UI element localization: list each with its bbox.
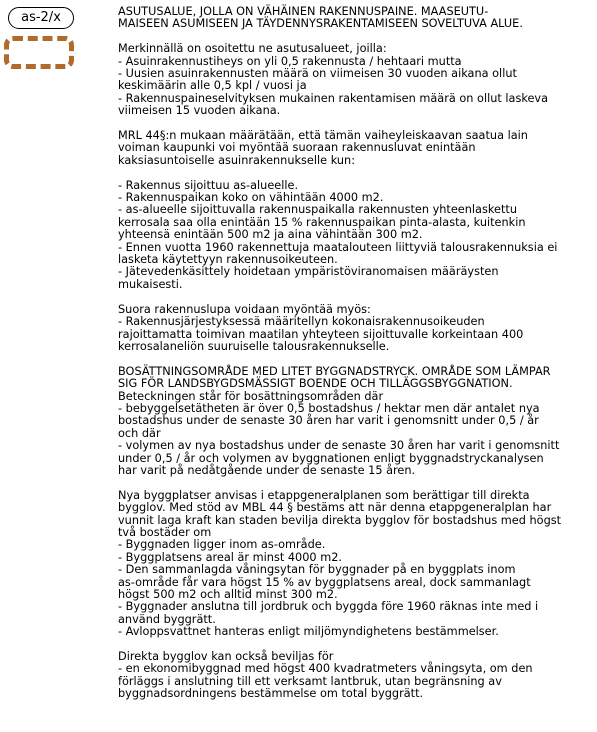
text-line: - Rakennus sijoittuu as-alueelle. bbox=[118, 178, 299, 192]
text-line: ASUTUSALUE, JOLLA ON VÄHÄINEN RAKENNUSPAINE. MAASEUTU- bbox=[118, 5, 489, 18]
text-line: viimeisen 15 vuoden aikana. bbox=[118, 104, 281, 118]
text-line: två bostäder om bbox=[118, 525, 212, 539]
text-line: voiman kaupunki voi myöntää suoraan rakennusluvat enintään bbox=[118, 141, 476, 155]
text-line: har varit på nedåtgående under de senaste 15 åren. bbox=[118, 463, 416, 477]
text-line: rajoittamatta toimivan maatilan yhteyteen sijoittuvalle korkeintaan 400 bbox=[118, 327, 524, 341]
text-line: - Byggnaden ligger inom as-område. bbox=[118, 538, 326, 552]
text-line: - Ennen vuotta 1960 rakennettuja maatalouteen liittyviä talousrakennuksia ei bbox=[118, 240, 558, 254]
finnish-mrl-paragraph bbox=[118, 130, 590, 167]
finnish-intro bbox=[118, 43, 590, 55]
swedish-criteria-list bbox=[118, 391, 590, 478]
text-line: mukaisesti. bbox=[118, 277, 183, 291]
text-line: vunnit laga kraft kan staden bevilja direkta bygglov för bostadshus med högst bbox=[118, 513, 562, 527]
finnish-heading bbox=[118, 6, 590, 31]
text-line: - bebyggelsetätheten är över 0,5 bostadshus / hektar men där antalet nya bbox=[118, 401, 540, 415]
text-line: - Avloppsvattnet hanteras enligt miljömyndighetens bestämmelser. bbox=[118, 625, 499, 639]
text-line: - Jätevedenkäsittely hoidetaan ympäristöviranomaisen määräysten bbox=[118, 265, 499, 279]
text-line: MRL 44§:n mukaan määrätään, että tämän vaiheyleiskaavan saatua lain bbox=[118, 129, 528, 143]
text-line: SIG FÖR LANDSBYGDSMÄSSIGT BOENDE OCH TILLÄGGSBYGGNATION. bbox=[118, 377, 513, 391]
text-line: - en ekonomibyggnad med högst 400 kvadratmeters våningsyta, om den bbox=[118, 662, 533, 676]
text-line: - Rakennuspaikan koko on vähintään 4000 m2. bbox=[118, 191, 384, 205]
finnish-conditions-list bbox=[118, 180, 590, 292]
finnish-direct-permit bbox=[118, 304, 590, 354]
text-line: Merkinnällä on osoitettu ne asutusalueet, joilla: bbox=[118, 42, 387, 56]
text-line: Beteckningen står för bosättningsområden där bbox=[118, 389, 384, 403]
legend-column bbox=[0, 0, 110, 90]
swedish-heading bbox=[118, 366, 590, 391]
text-line: - Rakennusjärjestyksessä määritellyn kokonaisrakennusoikeuden bbox=[118, 315, 485, 329]
swedish-mbl-paragraph bbox=[118, 490, 590, 639]
text-line: - Asuinrakennustiheys on yli 0,5 rakennusta / hehtaari mutta bbox=[118, 54, 462, 68]
text-line: och där bbox=[118, 426, 161, 440]
text-line: yhteensä enintään 500 m2 ja aina vähintään 300 m2. bbox=[118, 228, 423, 242]
text-line: - volymen av nya bostadshus under de senaste 30 åren har varit i genomsnitt bbox=[118, 439, 560, 453]
swedish-direct-permit bbox=[118, 651, 590, 701]
text-line: Suora rakennuslupa voidaan myöntää myös: bbox=[118, 302, 371, 316]
text-line: as-område får vara högst 15 % av byggplatsens areal, dock sammanlagt bbox=[118, 575, 531, 589]
text-line: högst 500 m2 och alltid minst 300 m2. bbox=[118, 588, 338, 601]
text-line: under 0,5 / år och volymen av byggnationen enligt byggnadstryckanalysen bbox=[118, 451, 544, 465]
text-line: Nya byggplatser anvisas i etappgeneralplanen som berättigar till direkta bbox=[118, 488, 530, 502]
dashed-area-boundary-symbol bbox=[4, 36, 74, 69]
text-line: förläggs i anslutning till ett verksamt lantbruk, utan begränsning av bbox=[118, 674, 502, 688]
text-line: kaksiasuntoiselle asuinrakennukselle kun: bbox=[118, 153, 356, 167]
text-line: keskimäärin alle 0,5 kpl / vuosi ja bbox=[118, 79, 307, 93]
finnish-criteria-list bbox=[118, 56, 590, 118]
text-line: BOSÄTTNINGSOMRÅDE MED LITET BYGGNADSTRYCK. OMRÅDE SOM LÄMPAR bbox=[118, 364, 551, 378]
text-line: MAISEEN ASUMISEEN JA TÄYDENNYSRAKENTAMISEEN SOVELTUVA ALUE. bbox=[118, 17, 523, 31]
text-line: - Den sammanlagda våningsytan för byggnader på en byggplats inom bbox=[118, 563, 516, 577]
text-line: byggnadsordningens bestämmelse om total byggrätt. bbox=[118, 687, 424, 701]
text-line: - Byggplatsens areal är minst 4000 m2. bbox=[118, 550, 342, 564]
text-line: - Rakennuspaineselvityksen mukainen rakentamisen määrä on ollut laskeva bbox=[118, 91, 549, 105]
text-line: bygglov. Med stöd av MBL 44 § bestäms att när denna etappgeneralplan har bbox=[118, 501, 552, 515]
text-line: - as-alueelle sijoittuvalla rakennuspaikalla rakennusten yhteenlaskettu bbox=[118, 203, 517, 217]
text-line: Direkta bygglov kan också beviljas för bbox=[118, 650, 334, 664]
text-line: kerrosalaneliön suuruiselle talousrakennukselle. bbox=[118, 339, 390, 353]
text-line: - Byggnader anslutna till jordbruk och byggda före 1960 räknas inte med i bbox=[118, 600, 539, 614]
text-line: bostadshus under de senaste 30 åren har varit i genomsnitt under 0,5 / år bbox=[118, 414, 539, 428]
text-line: - Uusien asuinrakennusten määrä on viimeisen 30 vuoden aikana ollut bbox=[118, 67, 517, 81]
regulation-text bbox=[118, 6, 590, 701]
zone-code-badge: as-2/x bbox=[8, 7, 74, 29]
text-line: kerrosala saa olla enintään 15 % rakennuspaikan pinta-alasta, kuitenkin bbox=[118, 215, 526, 229]
text-line: lasketa käytettyyn rakennusoikeuteen. bbox=[118, 253, 338, 267]
text-line: använd byggrätt. bbox=[118, 612, 216, 626]
